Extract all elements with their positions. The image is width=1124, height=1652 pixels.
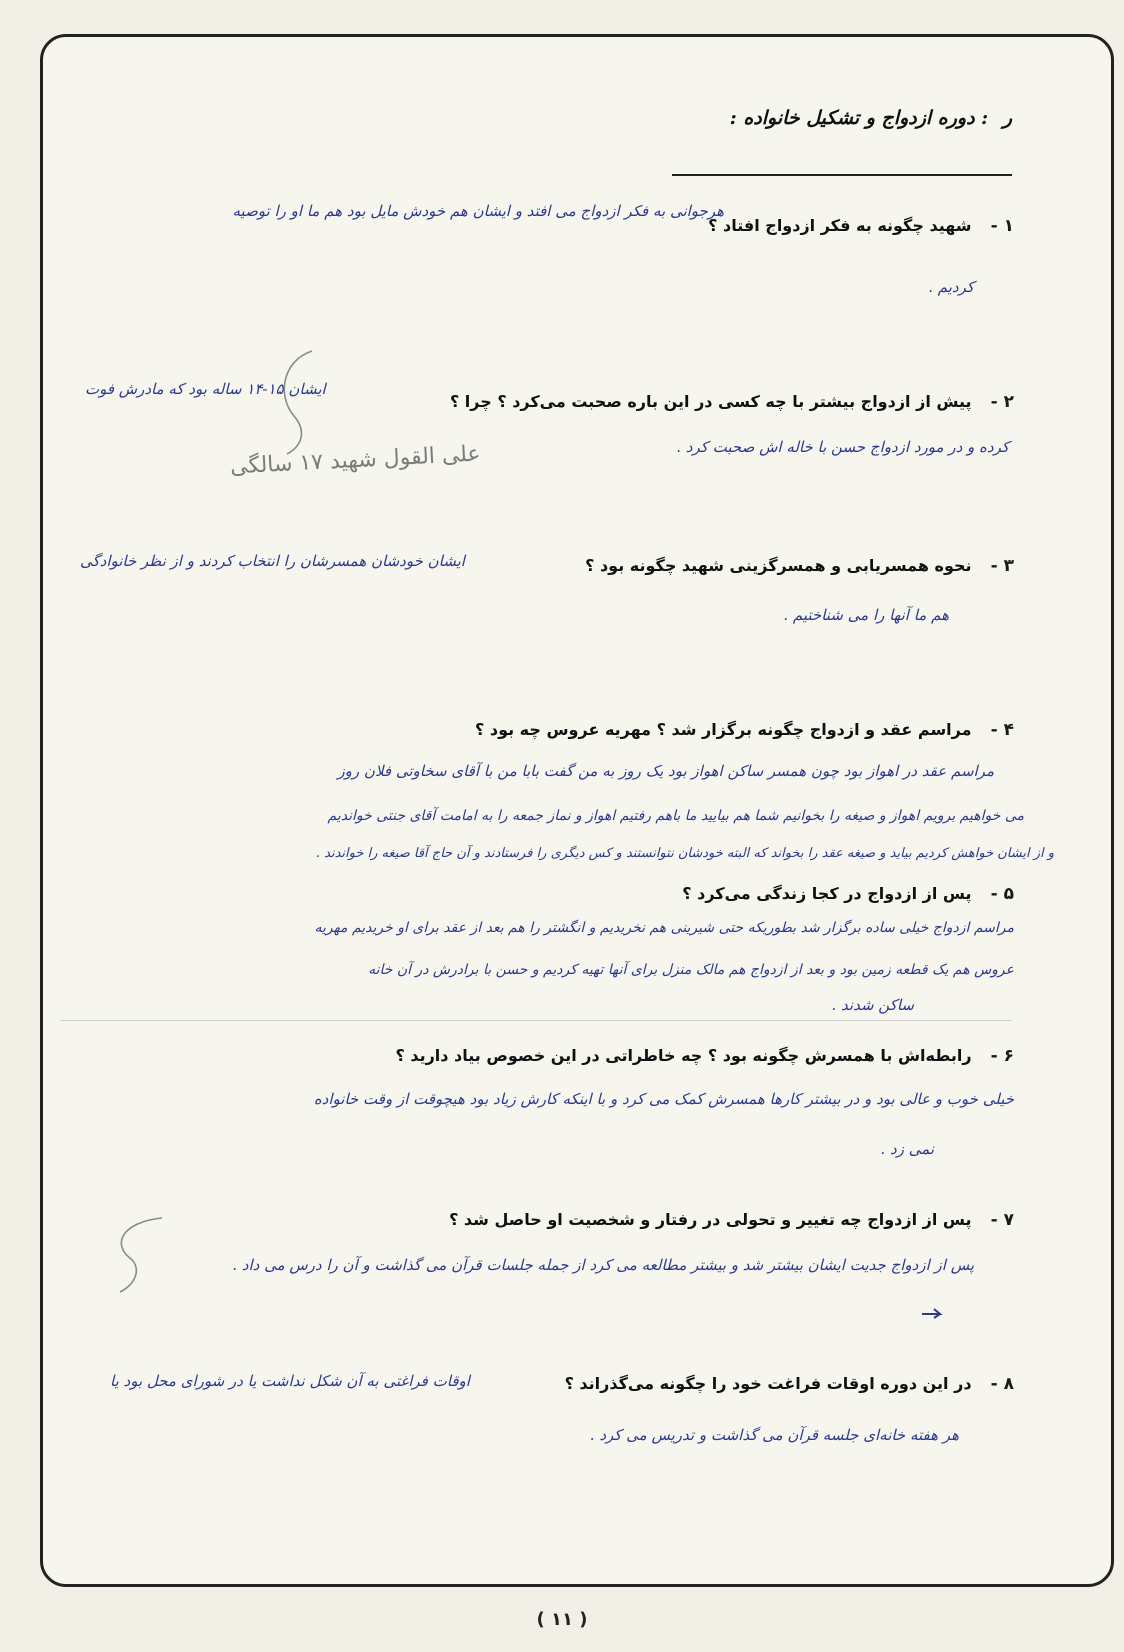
handwritten-answer: هر هفته خانه‌ای جلسه قرآن می گذاشت و تدریس می کرد . <box>589 1426 959 1444</box>
question-number: ۳ - <box>990 556 1014 576</box>
question-number: ۷ - <box>990 1210 1014 1230</box>
question-text: نحوه همسریابی و همسرگزینی شهید چگونه بود ؟ <box>585 556 972 575</box>
question-number: ۸ - <box>990 1374 1014 1394</box>
handwritten-answer: اوقات فراغتی به آن شکل نداشت یا در شورای محل بود یا <box>110 1372 470 1390</box>
question-number: ۴ - <box>990 720 1014 740</box>
pencil-note: علی القول شهید ۱۷ سالگی <box>229 441 482 480</box>
question-4 <box>475 720 1014 740</box>
question-1 <box>708 216 1014 236</box>
question-text: پیش از ازدواج بیشتر با چه کسی در این باره صحبت می‌کرد ؟ چرا ؟ <box>449 392 972 411</box>
question-6 <box>395 1046 1014 1066</box>
question-text: رابطه‌اش با همسرش چگونه بود ؟ چه خاطراتی در این خصوص بیاد دارید ؟ <box>395 1046 972 1065</box>
section-title-text: : دوره ازدواج و تشکیل خانواده : <box>729 107 989 129</box>
ink-mark <box>920 1306 946 1320</box>
question-number: ۱ - <box>990 216 1014 236</box>
question-text: پس از ازدواج در کجا زندگی می‌کرد ؟ <box>682 884 972 903</box>
question-number: ۵ - <box>990 884 1014 904</box>
question-number: ۶ - <box>990 1046 1014 1066</box>
handwritten-answer: و از ایشان خواهش کردیم بیاید و صیغه عقد را بخواند که البته خودشان نتوانستند و کس دیگری را فرستادند و آن حاج آقا صیغه را خواندند . <box>315 846 1054 861</box>
question-2 <box>450 392 1014 412</box>
question-5 <box>682 884 1014 904</box>
section-title <box>670 107 1012 129</box>
handwritten-answer: نمی زد . <box>880 1140 934 1158</box>
handwritten-answer: عروس هم یک قطعه زمین بود و بعد از ازدواج هم مالک منزل برای آنها تهیه کردیم و حسن با برادرش در آن خانه <box>368 962 1014 978</box>
handwritten-answer: مراسم ازدواج خیلی ساده برگزار شد بطوریکه حتی شیرینی هم نخریدیم و انگشتر را هم بعد از عقد برای او خریدیم مهریه <box>314 920 1014 936</box>
question-text: در این دوره اوقات فراغت خود را چگونه می‌گذراند ؟ <box>564 1374 972 1393</box>
handwritten-answer: خیلی خوب و عالی بود و در بیشتر کارها همسرش کمک می کرد و با اینکه کارش زیاد بود هیچوقت از وقت خانواده <box>313 1090 1014 1108</box>
question-8 <box>565 1374 1014 1394</box>
handwritten-answer: کردیم . <box>928 278 974 296</box>
question-number: ۲ - <box>990 392 1014 412</box>
question-3 <box>585 556 1014 576</box>
handwritten-answer: هرجوانی به فکر ازدواج می افتد و ایشان هم خودش مایل بود هم ما او را توصیه <box>232 202 724 220</box>
question-7 <box>449 1210 1014 1230</box>
handwritten-answer: ایشان ۱۵-۱۴ ساله بود که مادرش فوت <box>85 380 326 398</box>
section-marker: ر <box>1002 107 1012 129</box>
handwritten-answer: هم ما آنها را می شناختیم . <box>783 606 949 624</box>
title-underline <box>672 174 1012 176</box>
handwritten-answer: مراسم عقد در اهواز بود چون همسر ساکن اهواز بود یک روز به من گفت بابا من با آقای سخاوتی فلان روز <box>337 762 994 780</box>
question-text: پس از ازدواج چه تغییر و تحولی در رفتار و شخصیت او حاصل شد ؟ <box>449 1210 972 1229</box>
handwritten-answer: ساکن شدند . <box>831 996 914 1014</box>
pencil-bracket-mark <box>272 346 332 458</box>
question-text: شهید چگونه به فکر ازدواج افتاد ؟ <box>708 216 972 235</box>
question-text: مراسم عقد و ازدواج چگونه برگزار شد ؟ مهریه عروس چه بود ؟ <box>475 720 972 739</box>
faint-divider <box>60 1020 1012 1021</box>
handwritten-answer: می خواهیم برویم اهواز و صیغه را بخوانیم شما هم بیایید ما باهم رفتیم اهواز و نماز جمعه را به امامت آقای جنتی خواندیم <box>327 808 1024 824</box>
pencil-bracket-mark <box>102 1214 182 1294</box>
handwritten-answer: پس از ازدواج جدیت ایشان بیشتر شد و بیشتر مطالعه می کرد از جمله جلسات قرآن می گذاشت و آن را درس می داد . <box>232 1256 974 1274</box>
page-number: ( ۱۱ ) <box>536 1609 588 1630</box>
handwritten-answer: ایشان خودشان همسرشان را انتخاب کردند و از نظر خانوادگی <box>80 552 465 570</box>
handwritten-answer: کرده و در مورد ازدواج حسن با خاله اش صحبت کرد . <box>676 438 1009 456</box>
